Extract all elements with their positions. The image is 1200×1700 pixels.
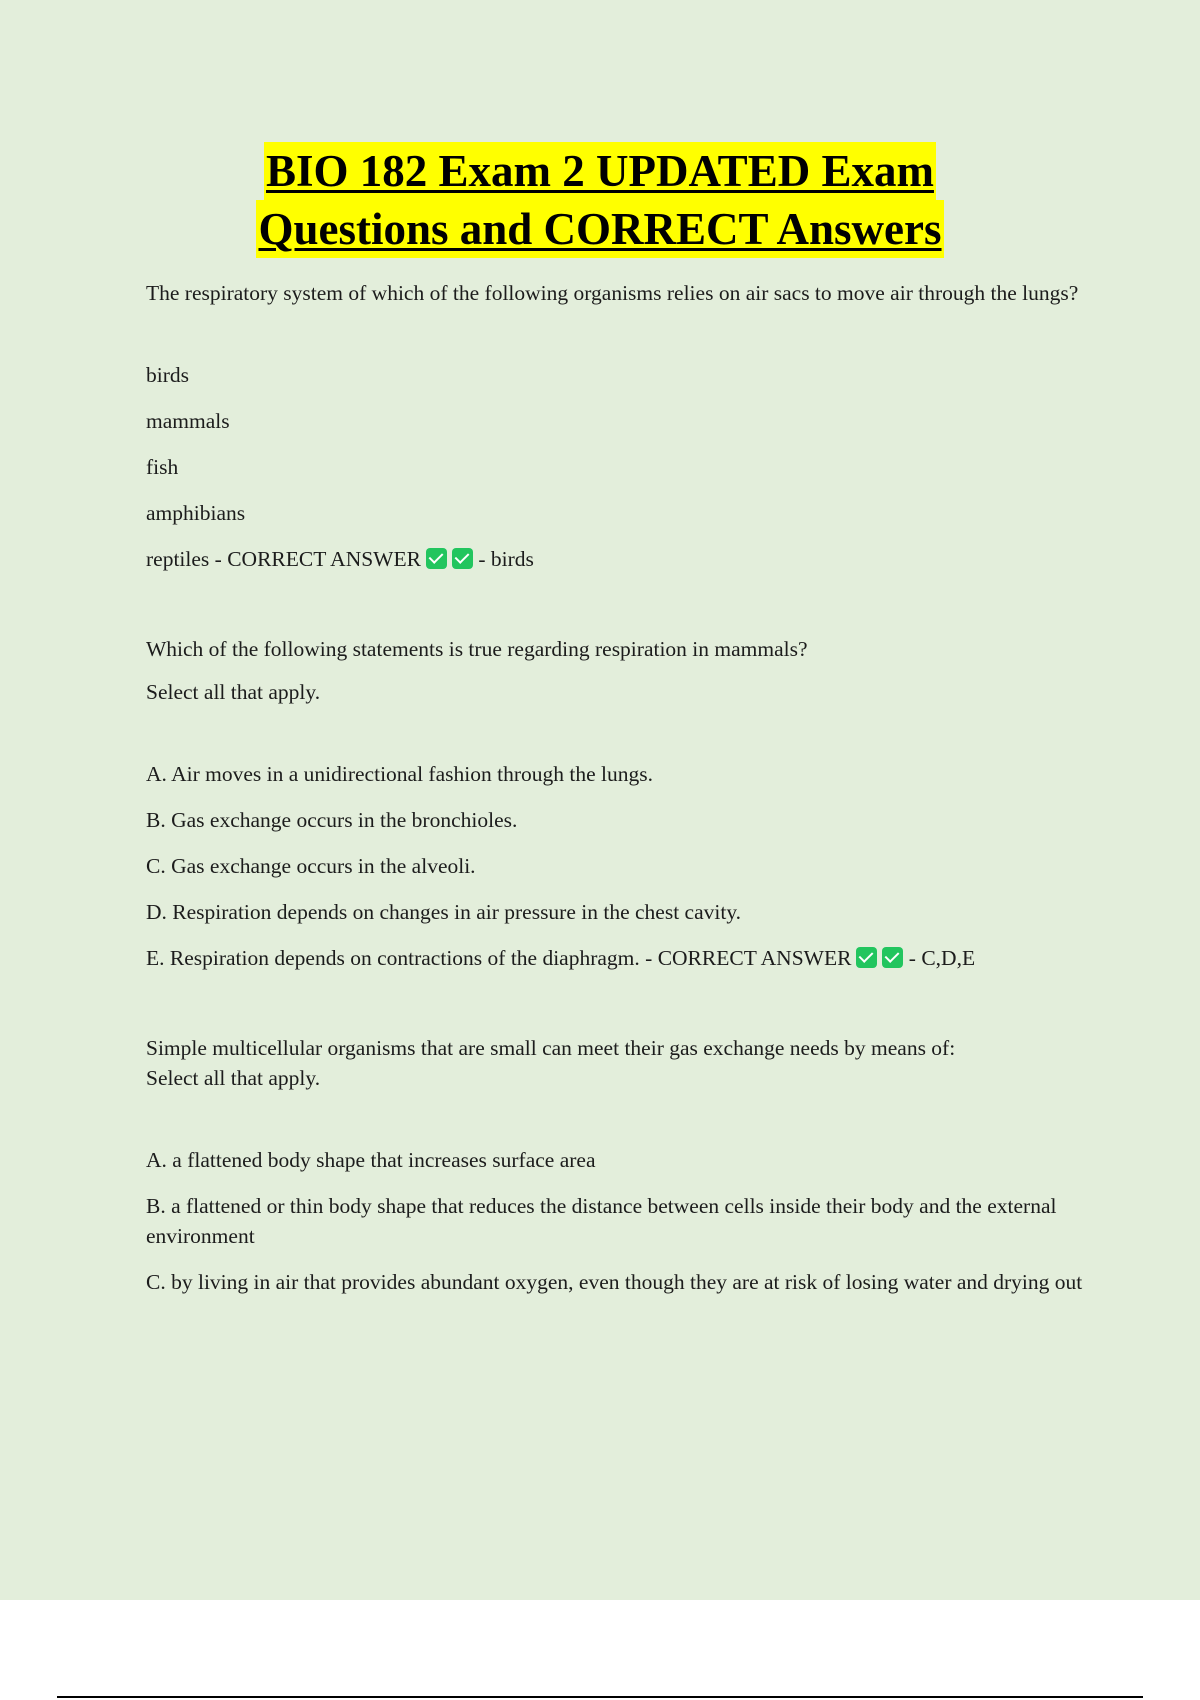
question-2-option: A. Air moves in a unidirectional fashion through the lungs. [146,762,653,786]
question-3-option: C. by living in air that provides abundant oxygen, even though they are at risk of losing water and drying out [146,1270,1083,1294]
question-1-option: mammals [146,409,230,433]
correct-answer-label: - CORRECT ANSWER [645,946,852,970]
document-title [0,142,1200,258]
title-line-1: BIO 182 Exam 2 UPDATED Exam [264,142,936,200]
question-3-option: B. a flattened or thin body shape that reduces the distance between cells inside their body and the external environment [146,1194,1057,1248]
question-3-option: A. a flattened body shape that increases surface area [146,1148,596,1172]
question-1-answer-line [146,544,1096,574]
title-line-2: Questions and CORRECT Answers [256,200,943,258]
question-2-prompt: Which of the following statements is true regarding respiration in mammals? [146,637,808,661]
footer-divider [57,1696,1143,1698]
question-3-instruction: Select all that apply. [146,1066,321,1090]
question-1-option: fish [146,455,179,479]
question-3-prompt: Simple multicellular organisms that are small can meet their gas exchange needs by means of: [146,1036,956,1060]
question-2-last-option: E. Respiration depends on contractions of the diaphragm. [146,946,640,970]
question-1-prompt: The respiratory system of which of the following organisms relies on air sacs to move air through the lungs? [146,281,1079,305]
check-box-icon [856,947,877,968]
question-1-last-option: reptiles [146,547,210,571]
question-2-answer-line [146,943,1096,973]
question-1-option: birds [146,363,189,387]
check-box-icon [452,548,473,569]
question-2-option: D. Respiration depends on changes in air pressure in the chest cavity. [146,900,742,924]
question-1-answer-value: - birds [478,547,534,571]
correct-answer-label: - CORRECT ANSWER [214,547,421,571]
check-box-icon [882,947,903,968]
question-2-answer-value: - C,D,E [908,946,976,970]
document-body [146,278,1096,1313]
question-2-instruction: Select all that apply. [146,680,321,704]
question-2-option: B. Gas exchange occurs in the bronchioles. [146,808,518,832]
check-box-icon [426,548,447,569]
question-1-option: amphibians [146,501,246,525]
question-2-option: C. Gas exchange occurs in the alveoli. [146,854,476,878]
